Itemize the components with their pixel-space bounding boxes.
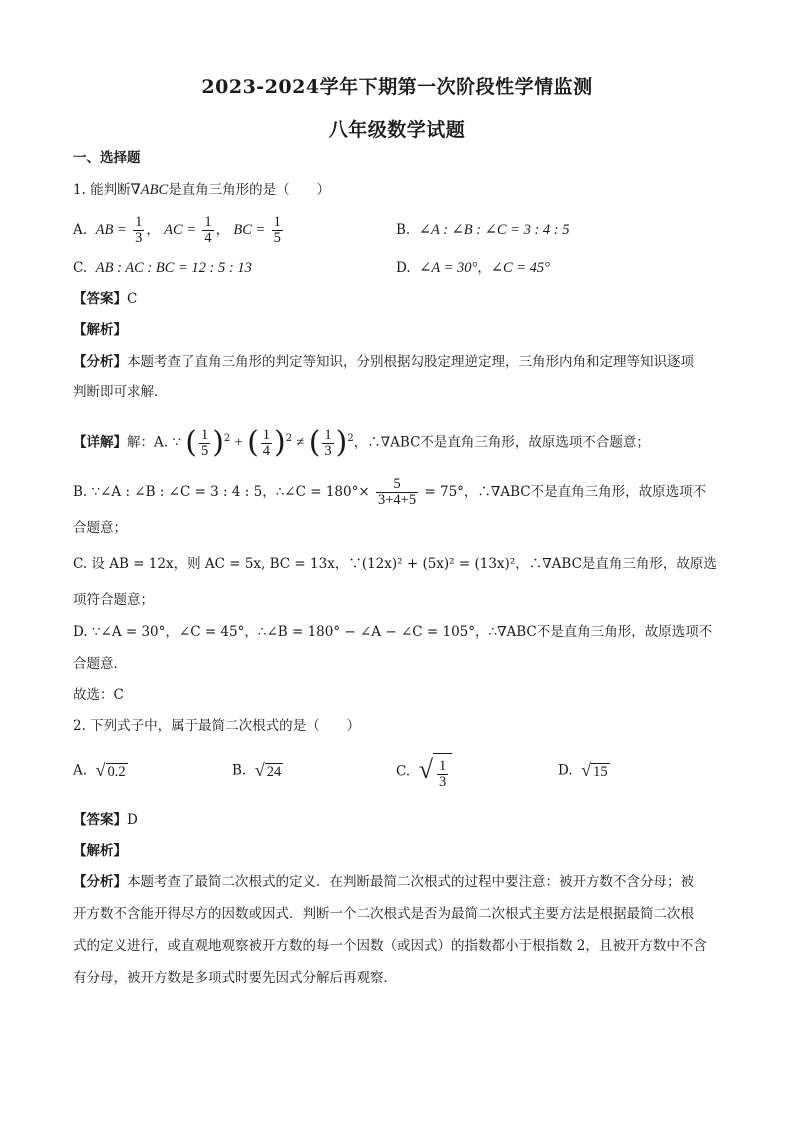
fraction-denominator: 5 — [200, 442, 209, 459]
fraction-numerator: 1 — [439, 758, 447, 775]
square-root — [581, 760, 609, 782]
q1-detail-b-cont: 合题意； — [73, 520, 127, 536]
math-text: AB : AC : BC = 12 : 5 : 13 — [95, 260, 252, 276]
q1-detail-d-line-2: 合题意． — [73, 656, 127, 672]
comma: ， — [477, 260, 491, 276]
paren-close: ) — [274, 425, 286, 460]
fenxi-tag: 【分析】 — [73, 874, 127, 890]
q1-fenxi-line-2: 判断即可求解． — [73, 384, 168, 400]
q1-analysis-tag: 【解析】 — [73, 322, 127, 338]
radical-sign: √ — [95, 760, 106, 780]
fraction-numerator: 1 — [273, 214, 281, 230]
square-root — [419, 750, 453, 794]
option-label: B. — [232, 762, 247, 779]
radicand: 24 — [266, 764, 282, 780]
fraction-denominator: 4 — [204, 230, 212, 246]
stem-text: 1. 能判断 — [73, 182, 131, 198]
q2-answer — [73, 810, 138, 830]
q2-option-d — [558, 760, 610, 782]
q2-option-b — [232, 760, 283, 782]
question-1-stem — [73, 180, 330, 200]
not-equal-sign: ≠ — [296, 434, 305, 451]
fraction-numerator: 1 — [200, 426, 209, 443]
q1-detail-a — [73, 416, 650, 462]
q1-detail-c-line-2: 项符合题意； — [73, 592, 154, 608]
fraction-numerator: 1 — [262, 426, 271, 443]
question-2-stem: 2. 下列式子中，属于最简二次根式的是（ ） — [73, 718, 361, 734]
fraction — [199, 428, 210, 459]
fraction — [261, 428, 272, 459]
q1-option-a — [73, 212, 285, 248]
q1-option-b — [396, 220, 569, 240]
math-text: ∠C = 45° — [490, 260, 550, 276]
q2-fenxi-line-4: 有分母，被开方数是多项式时要先因式分解后再观察． — [73, 970, 397, 986]
q1-final-choice: 故选：C — [73, 687, 124, 703]
radical-sign: √ — [581, 760, 592, 780]
fraction-denominator: 3 — [439, 774, 447, 791]
exponent: 2 — [285, 433, 293, 444]
option-label: D. — [396, 260, 411, 276]
math-text: ∠A : ∠B : ∠C = 3 : 4 : 5 — [418, 222, 570, 238]
q1-answer — [73, 289, 137, 309]
fraction — [272, 215, 283, 246]
radicand: 15 — [593, 764, 608, 780]
fraction-numerator: 1 — [324, 426, 332, 443]
radicand: 0.2 — [107, 764, 126, 780]
q1-fenxi-line-1 — [73, 352, 694, 372]
q1-detail-d-line-1: D. ∵∠A = 30°，∠C = 45°，∴∠B = 180° − ∠A − ∠C = 105°，∴∇ABC不是直角三角形，故原选项不 — [73, 624, 713, 640]
fraction — [322, 428, 333, 459]
answer-value: C — [127, 291, 138, 307]
paren-open: ( — [308, 425, 321, 460]
answer-value: D — [127, 812, 138, 828]
square-root — [255, 760, 283, 782]
math-text: AC = — [164, 222, 197, 238]
radical-sign: √ — [254, 760, 265, 780]
fenxi-tag: 【分析】 — [73, 354, 127, 370]
detail-text: B. ∵∠A : ∠B : ∠C = 3 : 4 : 5，∴∠C = 180°× — [73, 484, 370, 500]
fraction-denominator: 3 — [324, 442, 332, 459]
paragraph-text: 本题考查了直角三角形的判定等知识，分别根据勾股定理逆定理，三角形内角和定理等知识逐项 — [127, 354, 694, 370]
q2-fenxi-line-2: 开方数不含能开得尽方的因数或因式．判断一个二次根式是否为最简二次根式主要方法是根据最简二次根 — [73, 906, 694, 922]
q1-detail-b — [73, 472, 706, 512]
fraction-numerator: 1 — [135, 214, 143, 230]
math-text: AB = — [95, 222, 127, 238]
paren-close: ) — [212, 425, 224, 460]
fraction — [133, 215, 144, 246]
math-text: BC = — [233, 222, 266, 238]
fraction — [202, 215, 213, 246]
q1-option-c — [73, 258, 252, 278]
fraction — [376, 477, 418, 508]
radicand — [433, 753, 452, 794]
exponent: 2 — [347, 433, 354, 444]
q1-detail-c-line-1: C. 设 AB = 12x，则 AC = 5x, BC = 13x，∵(12x)² + (5x)² = (13x)²，∴∇ABC是直角三角形，故原选 — [73, 556, 717, 572]
paragraph-text: 本题考查了最简二次根式的定义．在判断最简二次根式的过程中要注意：被开方数不含分母；被 — [127, 874, 694, 890]
q2-analysis-tag: 【解析】 — [73, 843, 127, 859]
answer-tag: 【答案】 — [73, 291, 127, 307]
q2-fenxi-line-3: 式的定义进行，或直观地观察被开方数的每一个因数（或因式）的指数都小于根指数 2，且被开方数中不含 — [73, 938, 707, 954]
page-title: 2023-2024学年下期第一次阶段性学情监测 — [201, 76, 593, 98]
section-heading: 一、选择题 — [73, 150, 141, 166]
comma: ， — [146, 222, 160, 238]
fraction-denominator: 5 — [273, 230, 281, 246]
option-label: C. — [396, 763, 411, 780]
fraction-denominator: 3+4+5 — [377, 492, 417, 508]
plus-sign: + — [234, 434, 243, 451]
fraction-numerator: 1 — [204, 214, 212, 230]
paren-close: ) — [335, 425, 348, 460]
q2-option-c — [396, 750, 452, 790]
option-label: D. — [558, 762, 573, 779]
paren-open: ( — [185, 425, 197, 460]
triangle-symbol: ∇ABC — [130, 182, 169, 198]
q2-fenxi-line-1 — [73, 872, 694, 892]
detail-tag: 【详解】 — [73, 434, 127, 451]
q1-option-d — [396, 258, 550, 278]
radical-sign: √ — [418, 755, 434, 784]
option-label: C. — [73, 260, 88, 276]
option-label: A. — [73, 222, 88, 238]
detail-text: = 75°，∴∇ABC不是直角三角形，故原选项不 — [424, 484, 707, 500]
detail-text: 解：A. ∵ — [127, 434, 181, 451]
stem-text: 是直角三角形的是（ ） — [168, 182, 331, 198]
page-subtitle: 八年级数学试题 — [328, 119, 466, 141]
exponent: 2 — [223, 433, 231, 444]
math-text: ∠A = 30° — [419, 260, 478, 276]
q2-option-a — [73, 760, 128, 782]
paren-open: ( — [247, 425, 259, 460]
fraction — [437, 759, 448, 790]
detail-text: ，∴∇ABC不是直角三角形，故原选项不合题意； — [353, 434, 650, 451]
option-label: B. — [396, 222, 411, 238]
square-root — [96, 760, 128, 782]
fraction-denominator: 3 — [135, 230, 143, 246]
fraction-denominator: 4 — [262, 442, 271, 459]
fraction-numerator: 5 — [376, 477, 418, 493]
comma: ， — [215, 222, 230, 238]
option-label: A. — [73, 762, 88, 779]
answer-tag: 【答案】 — [73, 812, 127, 828]
